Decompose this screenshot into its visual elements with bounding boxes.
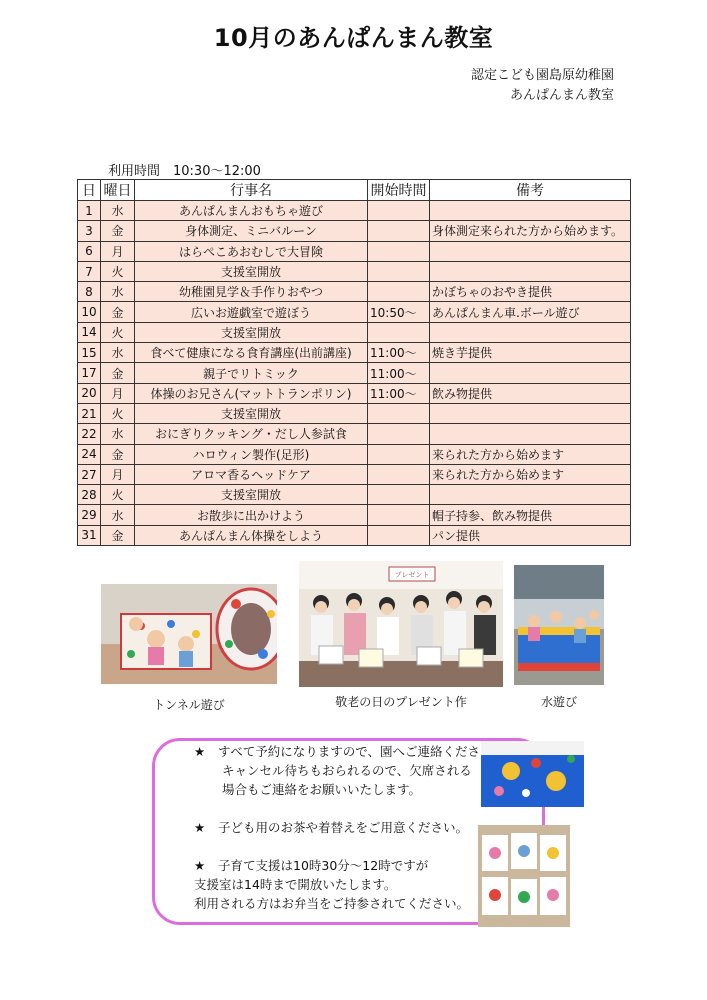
cell-day: 29 (78, 505, 101, 525)
cell-event: 支援室開放 (135, 322, 368, 342)
cell-event: 支援室開放 (135, 261, 368, 281)
note-reservation-line1: すべて予約になりますので、園へご連絡くださ (218, 744, 481, 759)
photo-sign-text: プレゼント (394, 571, 430, 579)
cell-notes (430, 261, 631, 281)
crafts-bottom-illustration (478, 825, 570, 927)
cell-start (368, 403, 430, 423)
keiro-day-photo (299, 561, 503, 687)
cell-event: 支援室開放 (135, 485, 368, 505)
cell-weekday: 月 (101, 383, 135, 403)
note-supplies (194, 818, 468, 837)
cell-day: 8 (78, 282, 101, 302)
table-row (78, 221, 631, 241)
cell-weekday: 月 (101, 464, 135, 484)
table-header-row (78, 180, 631, 201)
tunnel-play-photo (101, 584, 277, 684)
cell-weekday: 水 (101, 201, 135, 221)
cell-day: 10 (78, 302, 101, 322)
cell-weekday: 水 (101, 343, 135, 363)
cell-day: 31 (78, 525, 101, 545)
cell-notes (430, 485, 631, 505)
cell-day: 1 (78, 201, 101, 221)
crafts-photo-top (481, 741, 584, 807)
note-hours (194, 856, 469, 913)
cell-notes (430, 322, 631, 342)
cell-notes (430, 241, 631, 261)
cell-weekday: 水 (101, 505, 135, 525)
cell-weekday: 金 (101, 221, 135, 241)
note-hours-line3: 利用される方はお弁当をご持参されてください。 (194, 896, 470, 911)
cell-event: 身体測定、ミニバルーン (135, 221, 368, 241)
cell-notes: あんぱんまん車.ボール遊び (430, 302, 631, 322)
table-row (78, 525, 631, 545)
table-row (78, 424, 631, 444)
cell-day: 28 (78, 485, 101, 505)
cell-start (368, 485, 430, 505)
table-row (78, 464, 631, 484)
cell-day: 22 (78, 424, 101, 444)
note-hours-line1: 子育て支援は10時30分〜12時ですが (218, 858, 429, 873)
crafts-top-illustration (481, 741, 584, 807)
cell-notes: 身体測定来られた方から始めます。 (430, 221, 631, 241)
cell-day: 17 (78, 363, 101, 383)
cell-start (368, 221, 430, 241)
cell-weekday: 水 (101, 424, 135, 444)
cell-event: 幼稚園見学＆手作りおやつ (135, 282, 368, 302)
crafts-photo-bottom (478, 825, 570, 927)
header-weekday: 曜日 (101, 180, 135, 201)
cell-event: アロマ香るヘッドケア (135, 464, 368, 484)
page-title: 10月のあんぱんまん教室 (213, 24, 494, 52)
cell-weekday: 金 (101, 363, 135, 383)
keiro-day-caption: 敬老の日のプレゼント作 (335, 695, 467, 709)
star-icon: ★ (194, 820, 206, 835)
tunnel-play-caption: トンネル遊び (153, 698, 225, 712)
cell-event: お散歩に出かけよう (135, 505, 368, 525)
cell-notes (430, 201, 631, 221)
table-row (78, 282, 631, 302)
schedule-table (77, 179, 631, 546)
cell-notes: かぼちゃのおやき提供 (430, 282, 631, 302)
cell-day: 3 (78, 221, 101, 241)
cell-start (368, 505, 430, 525)
cell-notes (430, 363, 631, 383)
cell-weekday: 火 (101, 403, 135, 423)
cell-weekday: 月 (101, 241, 135, 261)
cell-weekday: 水 (101, 282, 135, 302)
cell-day: 24 (78, 444, 101, 464)
cell-day: 20 (78, 383, 101, 403)
cell-start (368, 525, 430, 545)
tunnel-play-illustration (101, 584, 277, 684)
cell-start (368, 464, 430, 484)
cell-day: 6 (78, 241, 101, 261)
cell-event: ハロウィン製作(足形) (135, 444, 368, 464)
cell-start: 11:00〜 (368, 363, 430, 383)
cell-event: あんぱんまんおもちゃ遊び (135, 201, 368, 221)
water-play-caption: 水遊び (540, 695, 577, 709)
star-icon: ★ (194, 744, 206, 759)
table-row (78, 444, 631, 464)
usage-hours: 利用時間 10:30〜12:00 (108, 164, 261, 179)
cell-weekday: 金 (101, 525, 135, 545)
cell-weekday: 火 (101, 261, 135, 281)
cell-event: あんぱんまん体操をしよう (135, 525, 368, 545)
cell-day: 14 (78, 322, 101, 342)
cell-event: はらぺこあおむしで大冒険 (135, 241, 368, 261)
note-reservation (194, 742, 480, 799)
cell-start (368, 241, 430, 261)
cell-notes: 来られた方から始めます (430, 444, 631, 464)
header-event: 行事名 (135, 180, 368, 201)
header-start: 開始時間 (368, 180, 430, 201)
cell-event: 支援室開放 (135, 403, 368, 423)
cell-weekday: 金 (101, 444, 135, 464)
cell-weekday: 火 (101, 322, 135, 342)
note-reservation-line3: 場合もご連絡をお願いいたします。 (222, 782, 422, 797)
cell-start (368, 282, 430, 302)
cell-start: 11:00〜 (368, 343, 430, 363)
header-notes: 備考 (430, 180, 631, 201)
cell-start: 11:00〜 (368, 383, 430, 403)
note-supplies-text: 子ども用のお茶や着替えをご用意ください。 (218, 820, 469, 835)
header-day: 日 (78, 180, 101, 201)
cell-start (368, 322, 430, 342)
cell-start (368, 444, 430, 464)
cell-day: 7 (78, 261, 101, 281)
table-row (78, 201, 631, 221)
cell-notes: パン提供 (430, 525, 631, 545)
note-hours-line2: 支援室は14時まで開放いたします。 (194, 877, 397, 892)
table-row (78, 403, 631, 423)
table-row (78, 343, 631, 363)
table-row (78, 261, 631, 281)
water-play-photo (514, 565, 604, 685)
cell-day: 21 (78, 403, 101, 423)
note-reservation-line2: キャンセル待ちもおられるので、欠席される (222, 763, 472, 778)
cell-notes: 来られた方から始めます (430, 464, 631, 484)
table-row (78, 322, 631, 342)
table-row (78, 302, 631, 322)
keiro-day-illustration (299, 561, 503, 687)
organization (471, 66, 614, 106)
cell-notes: 帽子持参、飲み物提供 (430, 505, 631, 525)
cell-start (368, 424, 430, 444)
cell-event: 広いお遊戯室で遊ぼう (135, 302, 368, 322)
table-row (78, 505, 631, 525)
cell-notes: 飲み物提供 (430, 383, 631, 403)
table-row (78, 383, 631, 403)
cell-start (368, 201, 430, 221)
cell-weekday: 火 (101, 485, 135, 505)
cell-event: おにぎりクッキング・だし人参試食 (135, 424, 368, 444)
cell-day: 27 (78, 464, 101, 484)
cell-start: 10:50〜 (368, 302, 430, 322)
cell-event: 親子でリトミック (135, 363, 368, 383)
cell-notes (430, 424, 631, 444)
cell-weekday: 金 (101, 302, 135, 322)
table-row (78, 241, 631, 261)
org-class: あんぱんまん教室 (509, 88, 614, 103)
org-name: 認定こども園島原幼稚園 (470, 68, 614, 83)
cell-event: 食べて健康になる食育講座(出前講座) (135, 343, 368, 363)
cell-event: 体操のお兄さん(マットトランポリン) (135, 383, 368, 403)
table-row (78, 485, 631, 505)
cell-day: 15 (78, 343, 101, 363)
table-row (78, 363, 631, 383)
cell-start (368, 261, 430, 281)
cell-notes (430, 403, 631, 423)
water-play-illustration (514, 565, 604, 685)
cell-notes: 焼き芋提供 (430, 343, 631, 363)
star-icon: ★ (194, 858, 206, 873)
